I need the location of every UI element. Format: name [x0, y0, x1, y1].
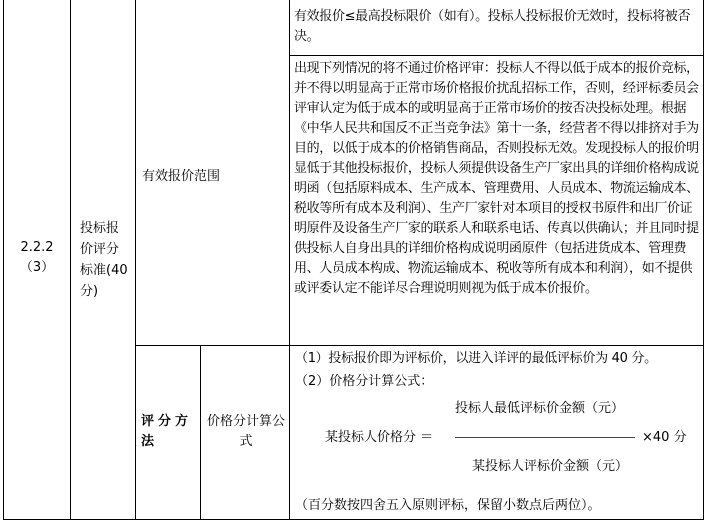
- formula-multiplier: ×40 分: [642, 430, 687, 445]
- clause-text: 2.2.2: [20, 240, 54, 255]
- column-divider: [289, 0, 290, 520]
- formula-denominator: 某投标人评标价金额（元）: [472, 459, 629, 474]
- formula-label: 价格分计算公式: [206, 414, 285, 449]
- category-line: 分): [80, 284, 99, 299]
- fraction-bar: [455, 437, 635, 438]
- column-divider: [70, 0, 71, 520]
- formula-lhs: 某投标人价格分 ＝: [325, 430, 434, 445]
- category-line: 投标报: [80, 221, 120, 236]
- clause-sub: （3）: [19, 260, 55, 275]
- row-divider: [135, 345, 704, 346]
- valid-range-label: 有效报价范围: [142, 169, 221, 184]
- table-border: [703, 0, 704, 520]
- category-label: [80, 218, 136, 302]
- scoring-note: （百分数按四舍五入原则评标，保留小数点后两位）。: [295, 498, 601, 513]
- table-border: [3, 519, 704, 520]
- scoring-item-1: （1）投标报价即为评标价，以进入详评的最低评标价为 40 分。: [295, 351, 657, 366]
- category-line: 标准(40: [80, 263, 128, 278]
- scoring-method-label: 评分方法: [141, 414, 193, 449]
- formula-numerator: 投标人最低评标价金额（元）: [455, 401, 625, 416]
- category-line: 价评分: [80, 242, 120, 257]
- row-divider: [289, 55, 704, 56]
- column-divider: [200, 345, 201, 520]
- valid-range-rule-1: 有效报价≤最高投标限价（如有）。投标人投标报价无效时，投标将被否决。: [294, 9, 691, 44]
- valid-range-rule-2: 出现下列情况的将不通过价格评审：投标人不得以低于成本的报价竞标，并不得以明显高于正常市场价格报价扰乱招标工作，否则，经评标委员会评审认定为低于成本的或明显高于正常市场价的按否决投标处理。根据《中华人民共和国反不正当竞争法》第十一条，经营者不得以排挤对手为目的，以低于成本的价格销售商品，否则投标无效。发现投标人的报价明显低于其他投标报价，投标人须提供设备生产厂家出具的详细价格构成说明函（包括原料成本、生产成本、管理费用、人员成本、物流运输成本、税收等所有成本及利润）、生产厂家针对本项目的授权书原件和出厂价证明原件及设备生产厂家的联系人和联系电话、传真以供确认；并且同时提供投标人自身出具的详细价格构成说明函原件（包括进货成本、管理费用、人员成本构成、物流运输成本、税收等所有成本和利润），如不提供或评委认定不能详尽合理说明则视为低于成本价报价。: [294, 61, 699, 296]
- clause-number: [4, 238, 70, 278]
- scoring-item-2: （2）价格分计算公式：: [295, 374, 434, 389]
